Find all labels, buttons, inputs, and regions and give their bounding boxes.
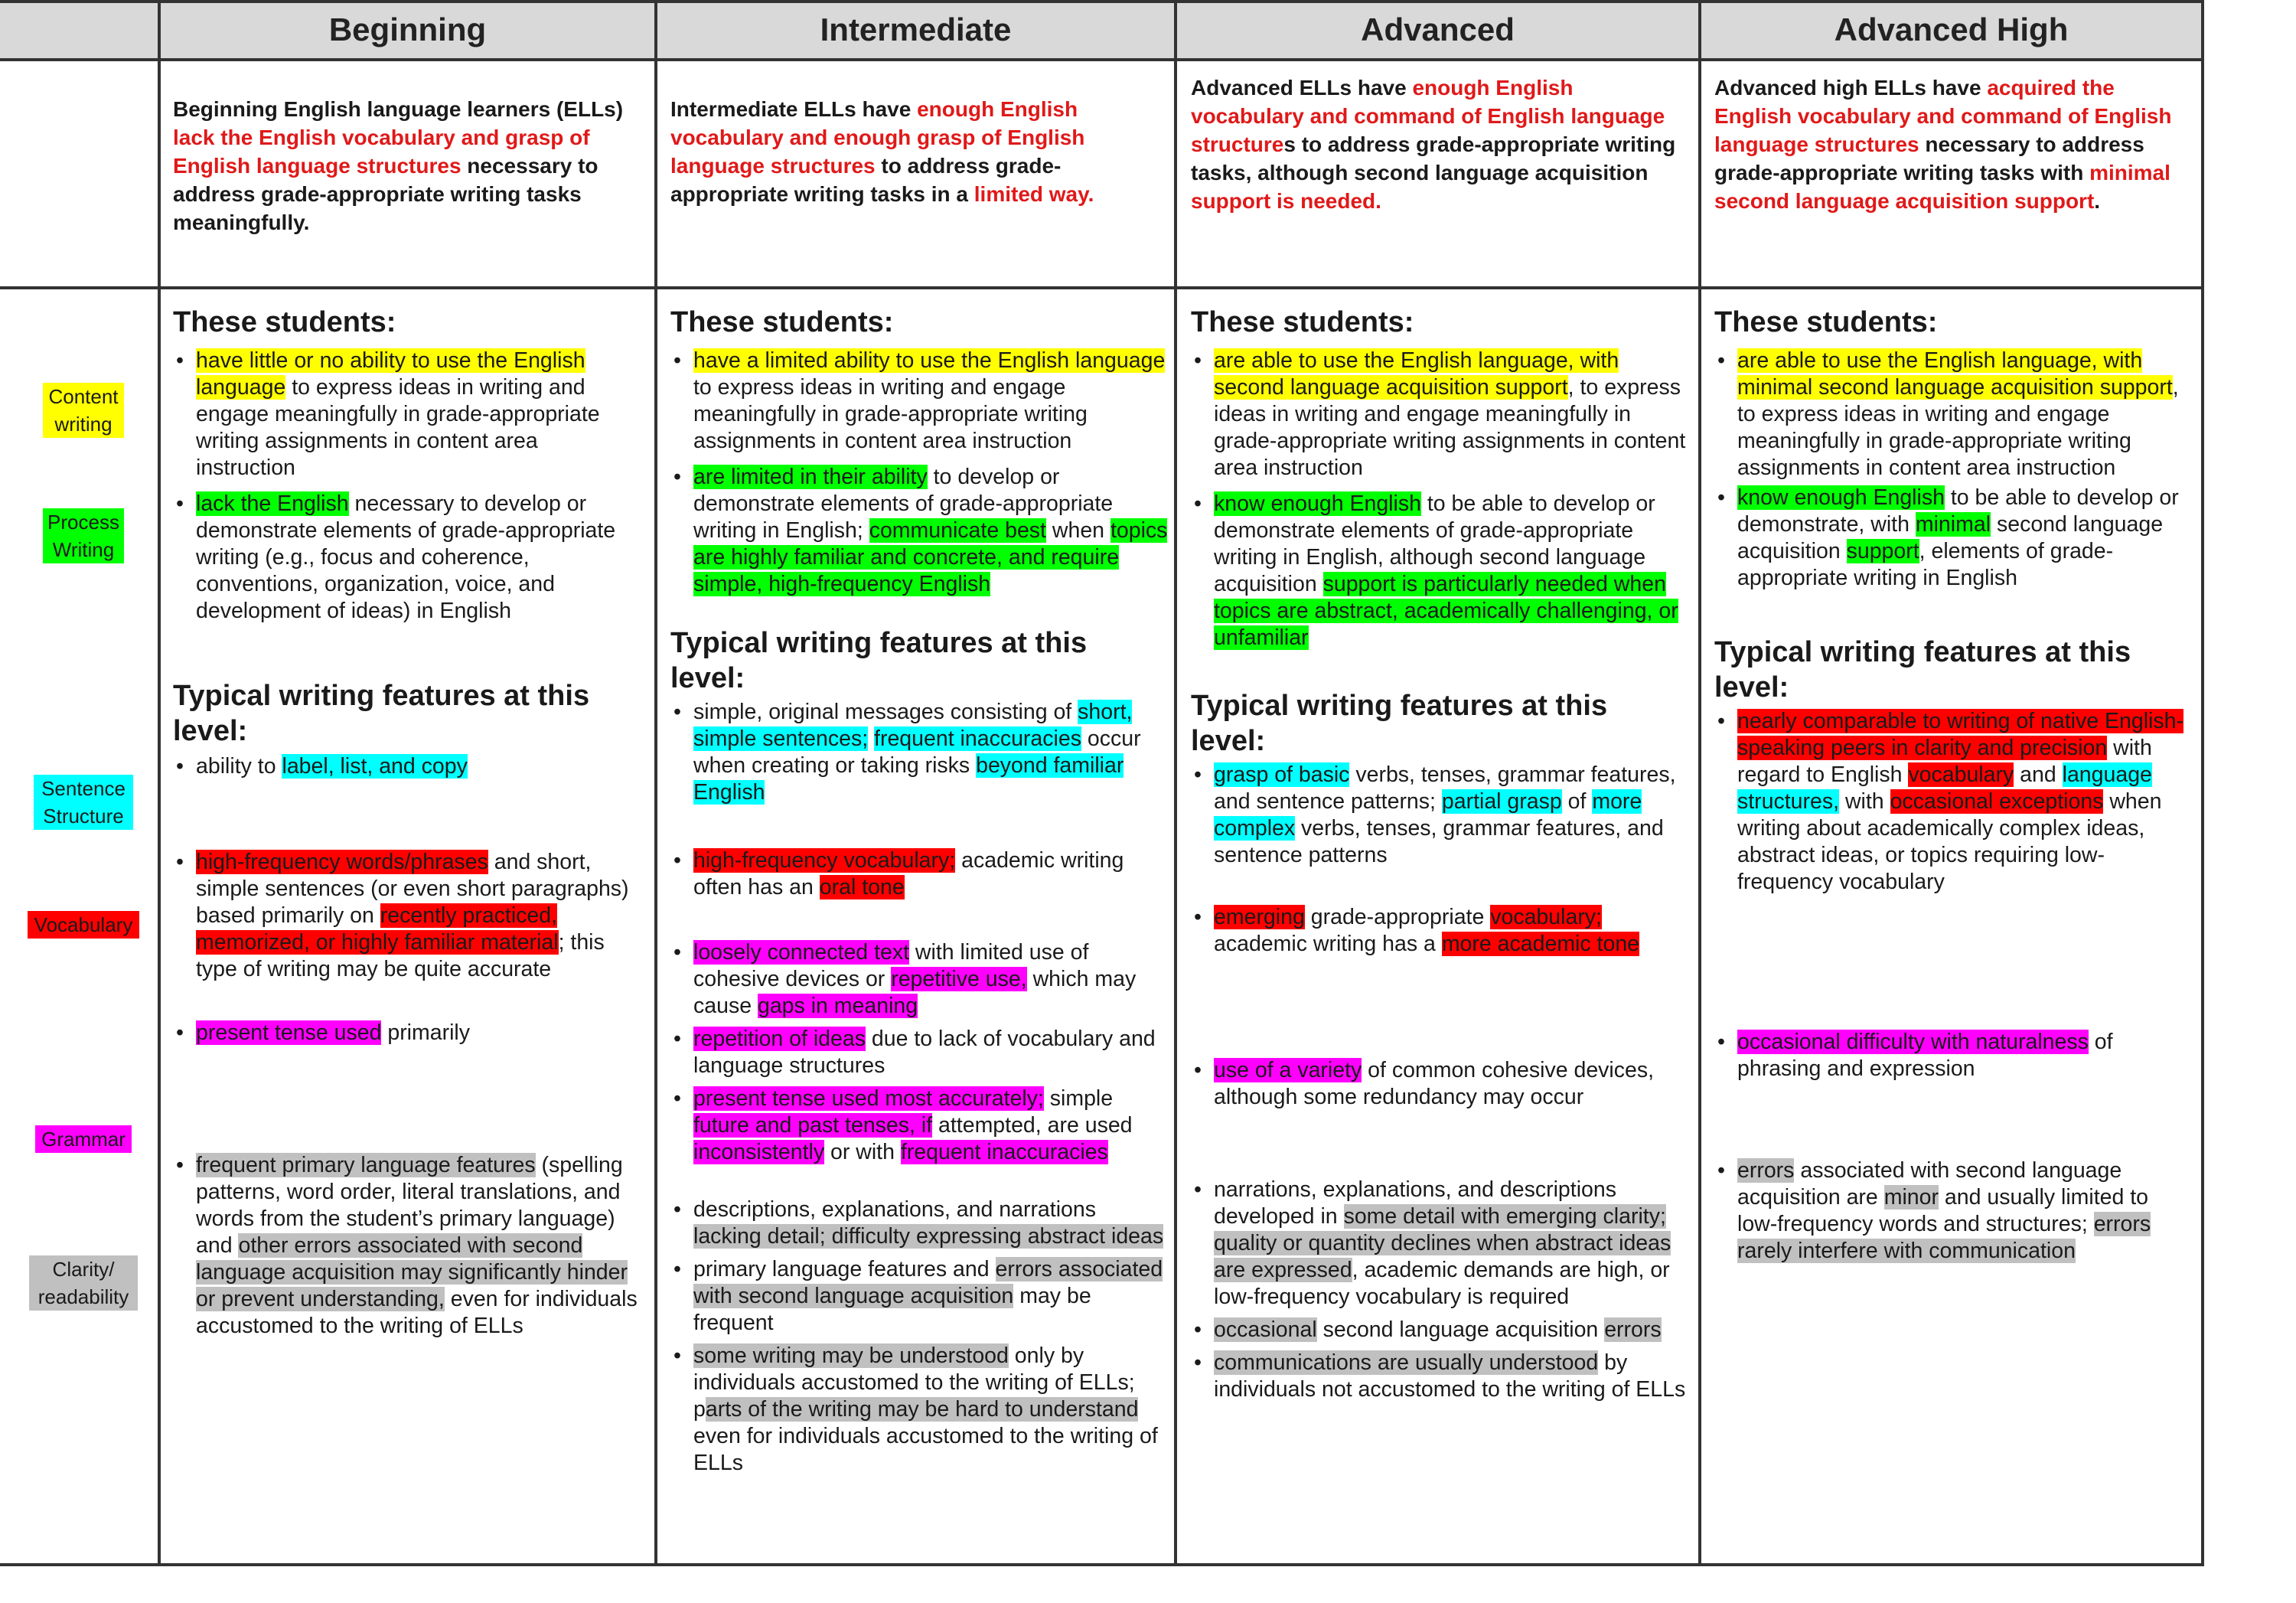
list-text: of common cohesive devices, although some redundancy may occur	[1214, 1058, 1655, 1109]
list-text	[868, 726, 874, 751]
list-item	[1714, 708, 2193, 896]
list-text: to be able to develop or demonstrate, with	[1737, 485, 2179, 537]
features-heading: Typical writing features at this level:	[670, 627, 1088, 694]
list-item	[1191, 1177, 1688, 1311]
highlighted-text: vocabulary;	[1490, 905, 1602, 929]
highlighted-text: oral tone	[819, 875, 905, 899]
highlighted-text: gaps in meaning	[757, 994, 918, 1018]
highlighted-text: other errors associated with second language acquisition may significantly hinder or prevent understanding,	[196, 1233, 628, 1311]
col-divider-1	[158, 0, 161, 1566]
highlighted-text: high-frequency vocabulary;	[693, 848, 956, 873]
list-text: grade-appropriate	[1304, 905, 1491, 929]
highlighted-text: use of a variety	[1214, 1058, 1362, 1082]
list-item	[670, 1026, 1168, 1079]
highlighted-text: topics are highly familiar and concrete, and require simple, high-frequency English	[693, 518, 1168, 596]
highlighted-text: recently practiced, memorized, or highly familiar material	[196, 903, 559, 955]
intro-emphasis: acquired the English vocabulary and command of English language structures	[1714, 76, 2172, 156]
header-advanced-high: Advanced High	[1834, 11, 2069, 47]
list-text: to express ideas in writing and engage meaningfully in grade-appropriate writing assignments in content area instruction	[693, 375, 1088, 453]
highlighted-text: more academic tone	[1441, 932, 1640, 956]
intro-emphasis: support is needed.	[1191, 189, 1381, 213]
list-text: attempted, are used	[932, 1113, 1133, 1138]
list-text: with	[1839, 789, 1890, 814]
list-item	[1191, 348, 1688, 482]
intro-text: s to address grade-appropriate writing tasks, although second language acquisition	[1191, 132, 1676, 184]
intro-text: Intermediate ELLs have	[670, 97, 918, 121]
list-text: second language acquisition	[1737, 512, 2164, 563]
highlighted-text: more complex	[1214, 789, 1642, 841]
list-text: even for individuals accustomed to the writing of ELLs	[196, 1287, 638, 1338]
column-intermediate	[670, 305, 1168, 1477]
list-text: verbs, tenses, grammar features, and sentence patterns	[1214, 816, 1664, 867]
list-item	[1191, 1350, 1688, 1403]
list-text: associated with second language acquisition are	[1737, 1158, 2122, 1210]
list-item	[173, 1020, 640, 1046]
list-text: to be able to develop or demonstrate elements of grade-appropriate writing in English, although second language acquisition	[1214, 491, 1655, 596]
list-text: with limited use of cohesive devices or	[693, 940, 1089, 991]
highlighted-text: errors	[1604, 1317, 1662, 1342]
col-divider-3	[1174, 0, 1177, 1566]
list-item	[670, 1086, 1168, 1166]
list-item	[1714, 348, 2193, 482]
list-item	[1714, 1029, 2193, 1082]
list-text: , elements of grade-appropriate writing in English	[1737, 539, 2114, 590]
list-text: primarily	[381, 1020, 471, 1045]
highlighted-text: errors	[1737, 1158, 1795, 1183]
list-text: ability to	[196, 754, 282, 779]
list-text: , academic demands are high, or low-frequency vocabulary is required	[1214, 1258, 1670, 1309]
list-text: , to express ideas in writing and engage meaningfully in grade-appropriate writing assignments in content area instruction	[1737, 375, 2179, 480]
highlighted-text: have little or no ability to use the English language	[196, 348, 585, 400]
list-text: , to express ideas in writing and engage meaningfully in grade-appropriate writing assignments in content area instruction	[1214, 375, 1686, 480]
intro-text: necessary to address grade-appropriate writing tasks with	[1714, 132, 2144, 184]
col-divider-5	[2201, 0, 2204, 1566]
highlighted-text: label, list, and copy	[282, 754, 468, 779]
highlighted-text: lack the English	[196, 491, 349, 516]
header-beginning: Beginning	[328, 11, 487, 47]
intro-advanced-high	[1714, 73, 2189, 215]
legend-sentence-structure: Sentence Structure	[34, 775, 133, 830]
intro-emphasis: enough English vocabulary and enough grasp of English language structures	[670, 97, 1085, 178]
highlighted-text: language structures,	[1737, 762, 2152, 814]
col-divider-4	[1698, 0, 1701, 1566]
list-text: when	[1045, 518, 1110, 543]
list-text: and short, simple sentences (or even short paragraphs) based primarily on	[196, 850, 629, 928]
list-text: by individuals not accustomed to the writing of ELLs	[1214, 1350, 1686, 1402]
highlighted-text: emerging	[1214, 905, 1305, 929]
list-text: even for individuals accustomed to the writing of ELLs	[693, 1424, 1158, 1475]
column-advanced-high	[1714, 305, 2193, 1265]
list-item	[1191, 491, 1688, 651]
intro-emphasis: enough English vocabulary and command of English language structure	[1191, 76, 1665, 156]
list-text: verbs, tenses, grammar features, and sentence patterns;	[1214, 762, 1676, 814]
highlighted-text: occasional exceptions	[1890, 789, 2104, 814]
intro-emphasis: limited way.	[974, 182, 1094, 206]
highlighted-text: are limited in their ability	[693, 465, 928, 489]
legend-clarity-readability: Clarity/ readability	[29, 1255, 138, 1311]
highlighted-text: errors associated with second language acquisition	[693, 1257, 1163, 1308]
list-item	[173, 491, 640, 625]
highlighted-text: vocabulary	[1908, 762, 2014, 787]
highlighted-text: short, simple sentences;	[693, 700, 1133, 751]
list-text: may be frequent	[693, 1284, 1091, 1335]
intro-emphasis: minimal second language acquisition support	[1714, 161, 2170, 213]
students-heading: These students:	[670, 306, 894, 338]
highlighted-text: frequent inaccuracies	[900, 1140, 1108, 1164]
list-item	[670, 348, 1168, 455]
highlighted-text: grasp of basic	[1214, 762, 1350, 787]
highlighted-text: support	[1846, 539, 1919, 563]
highlighted-text: repetitive use,	[891, 967, 1027, 991]
intro-emphasis: lack the English vocabulary and grasp of English language structures	[173, 126, 590, 178]
list-item	[670, 699, 1168, 806]
list-text: and usually limited to low-frequency words and structures;	[1737, 1185, 2149, 1236]
list-text: simple	[1043, 1086, 1114, 1111]
highlighted-text: loosely connected text	[693, 940, 910, 965]
highlighted-text: errors rarely interfere with communication	[1737, 1212, 2151, 1263]
highlighted-text: some writing may be understood	[693, 1343, 1009, 1368]
highlighted-text: communicate best	[869, 518, 1046, 543]
list-text: or with	[824, 1140, 901, 1164]
list-item	[670, 847, 1168, 901]
highlighted-text: are able to use the English language, with minimal second language acquisition support	[1737, 348, 2173, 400]
legend-grammar: Grammar	[35, 1125, 132, 1153]
list-text: primary language features and	[693, 1257, 996, 1281]
list-text: when writing about academically complex ideas, abstract ideas, or topics requiring low-frequency vocabulary	[1737, 789, 2162, 894]
highlighted-text: minor	[1883, 1185, 1939, 1210]
list-item	[670, 1343, 1168, 1477]
highlighted-text: arts of the writing may be hard to understand	[705, 1397, 1139, 1422]
rule-bottom	[0, 1563, 2204, 1566]
highlighted-text: frequent inaccuracies	[874, 726, 1081, 751]
intro-text: to address grade-appropriate writing tasks in a	[670, 154, 1062, 206]
highlighted-text: some detail with emerging clarity; quality or quantity declines when abstract ideas are expressed	[1214, 1204, 1671, 1282]
intro-text: Beginning English language learners (ELLs)	[173, 97, 624, 121]
highlighted-text: high-frequency words/phrases	[196, 850, 488, 874]
list-text: of phrasing and expression	[1737, 1030, 2113, 1081]
intro-beginning	[173, 95, 632, 237]
list-item	[173, 1152, 640, 1340]
highlighted-text: inconsistently	[693, 1140, 825, 1164]
features-heading: Typical writing features at this level:	[1714, 636, 2131, 704]
list-item	[173, 348, 640, 482]
highlighted-text: frequent primary language features	[196, 1153, 536, 1177]
list-item	[1191, 904, 1688, 958]
list-text: due to lack of vocabulary and language structures	[693, 1027, 1156, 1078]
list-text: academic writing often has an	[693, 848, 1124, 899]
list-text: narrations, explanations, and descriptions developed in	[1214, 1177, 1616, 1229]
list-item	[1714, 485, 2193, 592]
list-text: second language acquisition	[1316, 1317, 1605, 1342]
highlighted-text: lacking detail; difficulty expressing abstract ideas	[693, 1224, 1164, 1249]
list-item	[670, 464, 1168, 598]
highlighted-text: occasional	[1214, 1317, 1317, 1342]
highlighted-text: present tense used	[196, 1020, 382, 1045]
list-text: necessary to develop or demonstrate elements of grade-appropriate writing (e.g., focus and coherence, conventions, organization, voice, and development of ideas) in English	[196, 491, 616, 623]
list-item	[173, 753, 640, 780]
highlighted-text: know enough English	[1737, 485, 1945, 510]
list-text: with regard to English	[1737, 736, 2152, 787]
list-text: to develop or demonstrate elements of grade-appropriate writing in English;	[693, 465, 1114, 543]
intro-text: Advanced high ELLs have	[1714, 76, 1988, 100]
features-heading: Typical writing features at this level:	[173, 680, 590, 747]
list-text: only by individuals accustomed to the writing of ELLs; p	[693, 1343, 1135, 1422]
legend-vocabulary: Vocabulary	[28, 911, 139, 939]
highlighted-text: have a limited ability to use the English language	[693, 348, 1166, 373]
students-heading: These students:	[173, 306, 396, 338]
highlighted-text: minimal	[1915, 512, 1991, 537]
col-divider-2	[654, 0, 657, 1566]
rule-intro	[0, 286, 2204, 289]
header-advanced: Advanced	[1361, 11, 1515, 47]
highlighted-text: know enough English	[1214, 491, 1421, 516]
features-heading: Typical writing features at this level:	[1191, 690, 1608, 757]
list-text: descriptions, explanations, and narrations	[693, 1197, 1096, 1222]
highlighted-text: occasional difficulty with naturalness	[1737, 1030, 2089, 1054]
highlighted-text: repetition of ideas	[693, 1027, 866, 1051]
highlighted-text: nearly comparable to writing of native English-speaking peers in clarity and precision	[1737, 709, 2183, 760]
intro-intermediate	[670, 95, 1160, 208]
column-advanced	[1191, 305, 1688, 1403]
highlighted-text: communications are usually understood	[1214, 1350, 1599, 1375]
intro-text: Advanced ELLs have	[1191, 76, 1413, 100]
legend-process-writing: Process Writing	[43, 508, 124, 563]
intro-text: necessary to address grade-appropriate writing tasks meaningfully.	[173, 154, 598, 234]
list-text: to express ideas in writing and engage meaningfully in grade-appropriate writing assignments in content area instruction	[196, 375, 600, 480]
list-text: which may cause	[693, 967, 1137, 1018]
highlighted-text: present tense used most accurately;	[693, 1086, 1044, 1111]
intro-advanced	[1191, 73, 1688, 215]
list-text: of	[1561, 789, 1593, 814]
list-text: academic writing has a	[1214, 932, 1442, 956]
list-item	[1191, 762, 1688, 869]
list-item	[1714, 1157, 2193, 1265]
header-intermediate: Intermediate	[820, 11, 1012, 47]
list-text: (spelling patterns, word order, literal translations, and words from the student’s primary language) and	[196, 1153, 623, 1258]
list-item	[670, 1197, 1168, 1250]
list-item	[670, 1256, 1168, 1337]
list-text: ; this type of writing may be quite accurate	[196, 930, 605, 981]
list-text: simple, original messages consisting of	[693, 700, 1078, 724]
highlighted-text: beyond familiar English	[693, 753, 1124, 805]
column-beginning	[173, 305, 640, 1340]
list-item	[173, 849, 640, 983]
highlighted-text: partial grasp	[1441, 789, 1562, 814]
legend-content-writing: Content writing	[43, 383, 124, 438]
highlighted-text: support is particularly needed when topics are abstract, academically challenging, or unfamiliar	[1214, 572, 1678, 650]
list-item	[1191, 1057, 1688, 1111]
students-heading: These students:	[1191, 306, 1414, 338]
list-item	[1191, 1317, 1688, 1343]
list-text: occur when creating or taking risks	[693, 726, 1141, 778]
list-item	[670, 939, 1168, 1020]
list-text: and	[2014, 762, 2063, 787]
intro-text: .	[2094, 189, 2101, 213]
highlighted-text: are able to use the English language, with second language acquisition support	[1214, 348, 1619, 400]
highlighted-text: future and past tenses, if	[693, 1113, 933, 1138]
students-heading: These students:	[1714, 306, 1938, 338]
